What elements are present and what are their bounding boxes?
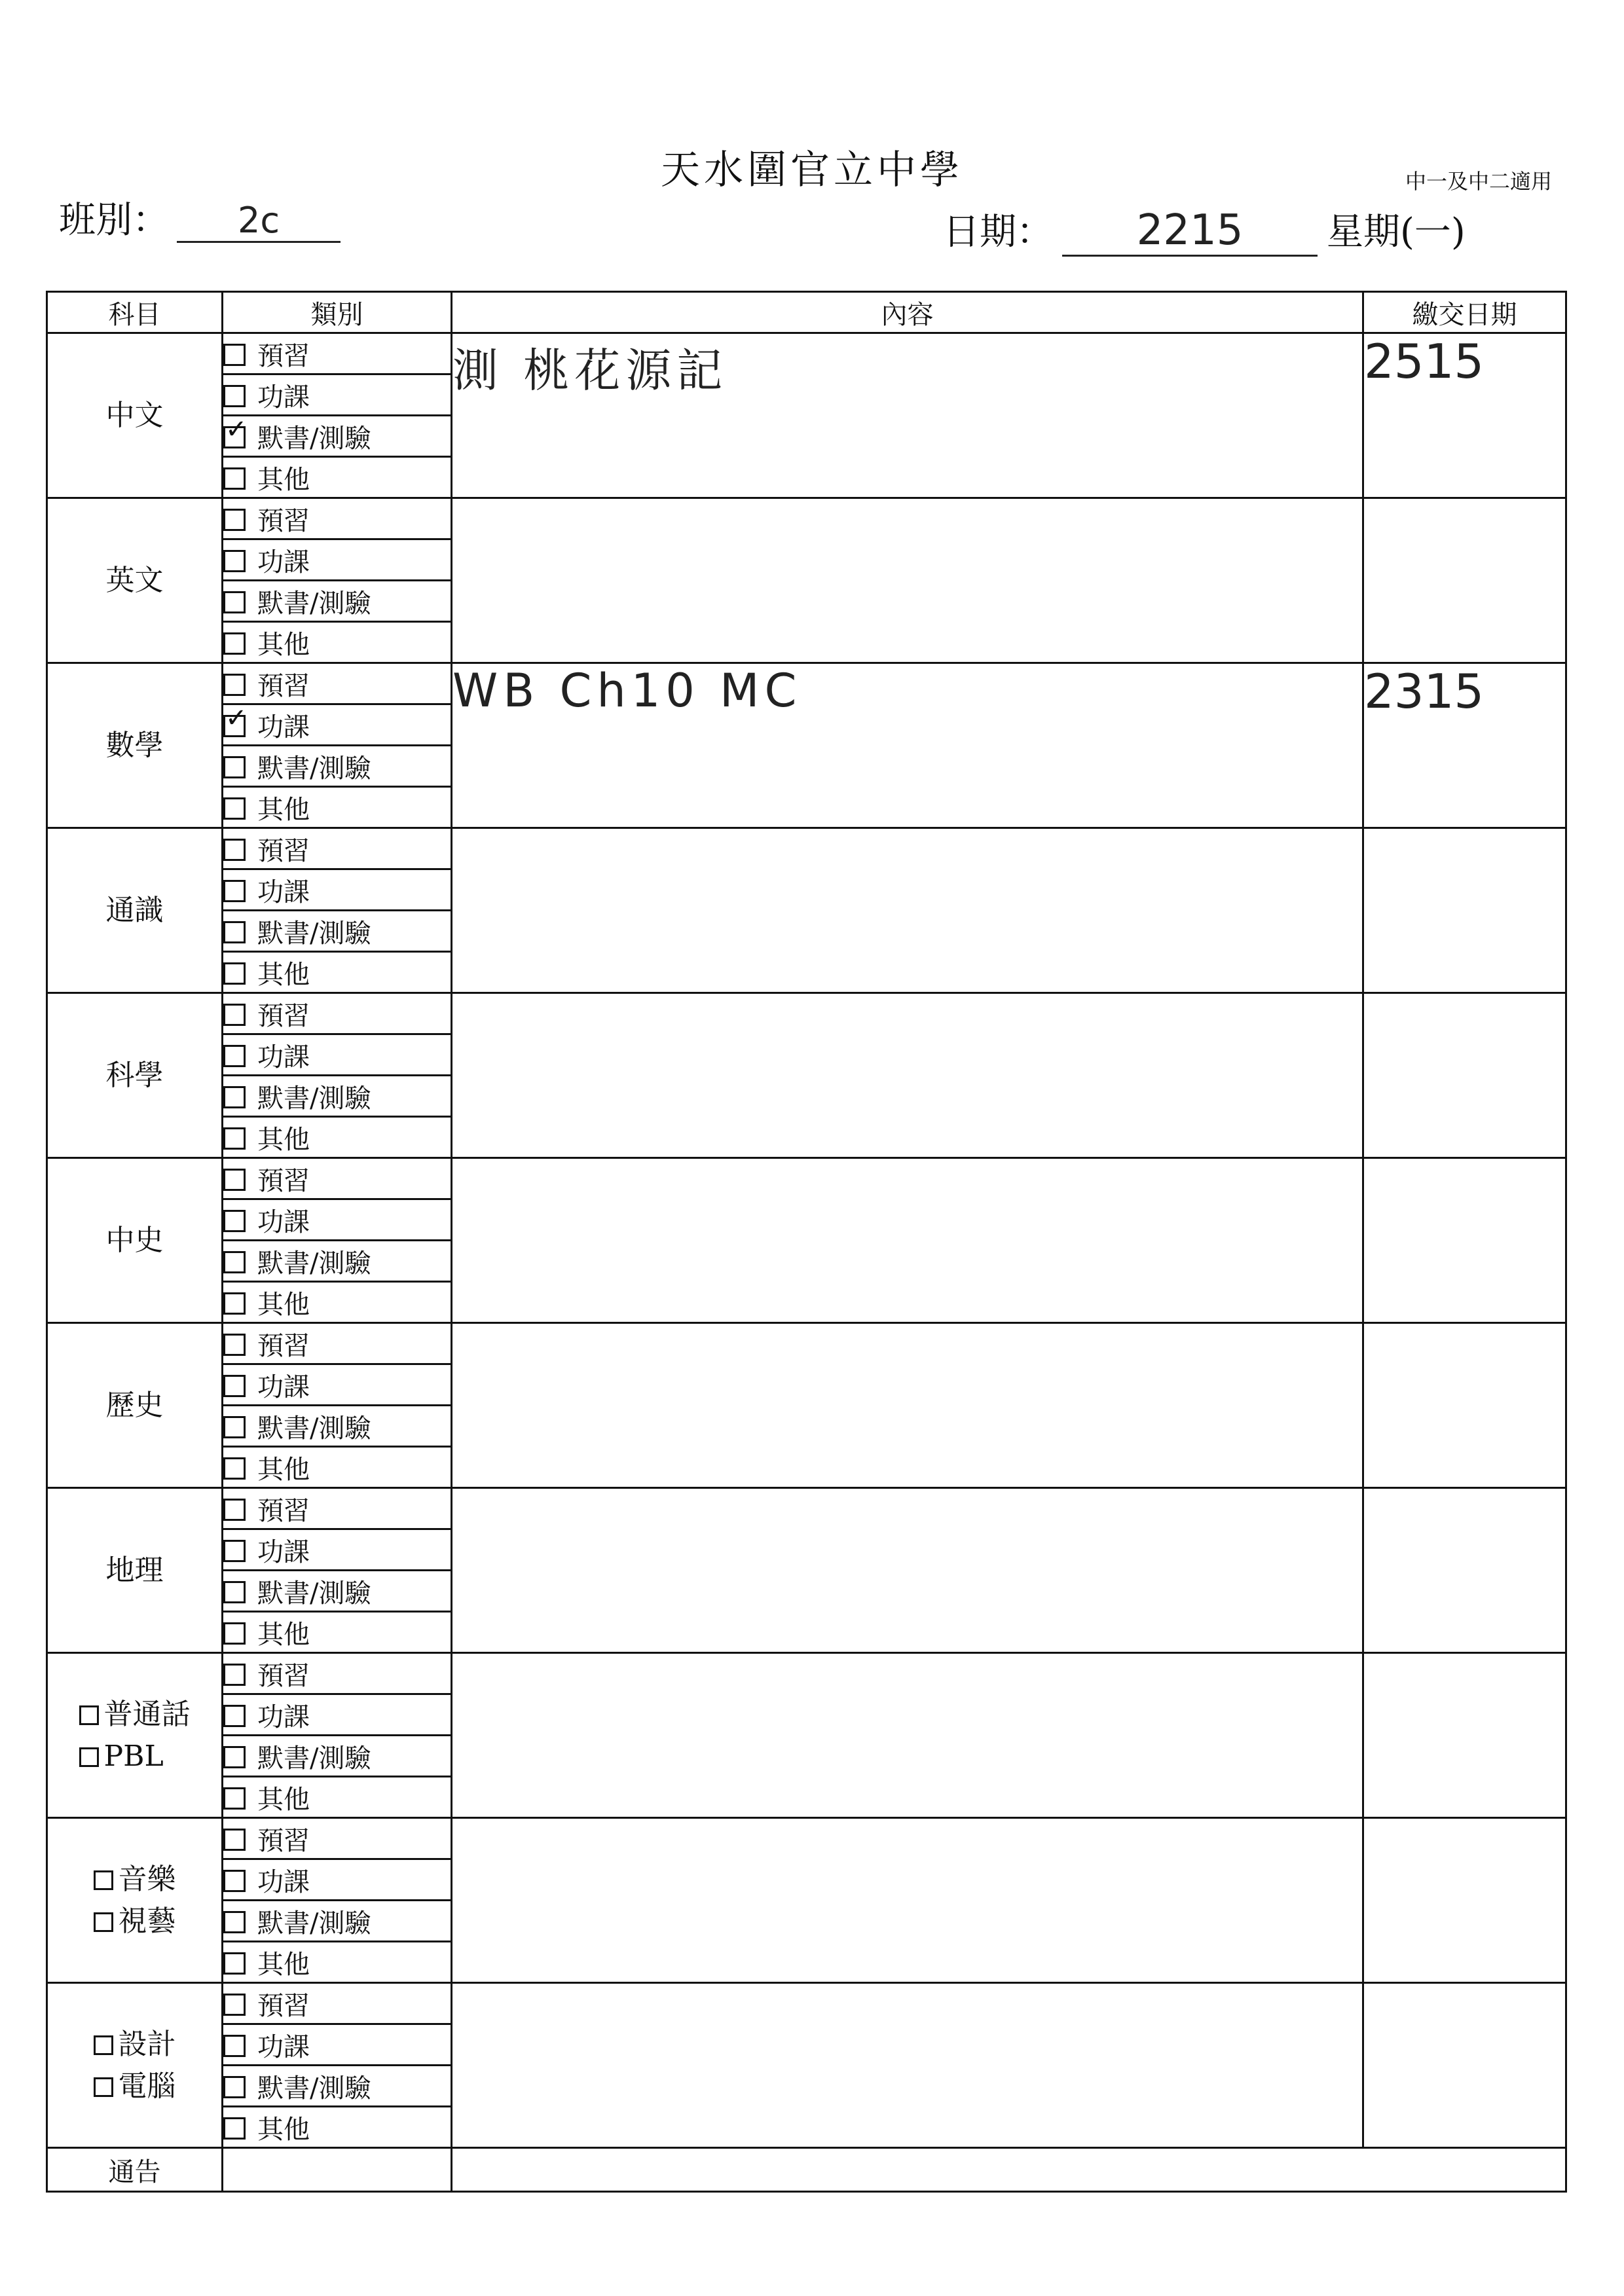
notice-label: 通告: [47, 2148, 223, 2192]
checkbox-icon[interactable]: [223, 1870, 246, 1892]
subject-option-label: 視藝: [118, 1904, 176, 1938]
checkbox-icon[interactable]: [223, 1004, 246, 1026]
subject-name: 歷史: [105, 1388, 164, 1422]
checkbox-icon[interactable]: [223, 1664, 246, 1686]
content-cell[interactable]: [452, 993, 1363, 1158]
subject-option-label: 設計: [118, 2027, 176, 2061]
type-cell[interactable]: [223, 1571, 452, 1612]
type-cell[interactable]: [223, 2107, 452, 2148]
type-cell[interactable]: [223, 993, 452, 1034]
content-cell[interactable]: [452, 1323, 1363, 1488]
checkbox-icon[interactable]: [223, 880, 246, 902]
date-field: [943, 203, 1466, 257]
due-date-cell[interactable]: [1363, 1983, 1566, 2148]
type-cell[interactable]: [223, 1529, 452, 1571]
type-label: 其他: [257, 464, 310, 495]
subject-option-label: 電腦: [118, 2069, 176, 2103]
type-label: 其他: [257, 1124, 310, 1155]
class-label: 班別：: [59, 199, 169, 242]
subject-option-label: PBL: [103, 1739, 164, 1773]
type-label: 功課: [257, 1702, 310, 1732]
checkbox-icon[interactable]: [223, 1334, 246, 1356]
type-cell[interactable]: [223, 457, 452, 498]
subject-options: [94, 2024, 176, 2107]
checkbox-icon[interactable]: [223, 2117, 246, 2140]
type-label: 預習: [257, 1825, 310, 1856]
class-field: [59, 191, 341, 244]
type-label: 功課: [257, 1042, 310, 1072]
subject-option[interactable]: [79, 1736, 191, 1777]
type-label: 功課: [257, 547, 310, 577]
content-cell[interactable]: [452, 1818, 1363, 1983]
type-cell[interactable]: [223, 1406, 452, 1447]
type-cell[interactable]: [223, 787, 452, 828]
checkbox-icon[interactable]: [223, 1375, 246, 1397]
type-cell[interactable]: [223, 1241, 452, 1282]
type-label: 默書/測驗: [257, 1908, 371, 1939]
subject-cell: [47, 828, 223, 993]
type-label: 預習: [257, 1000, 310, 1031]
type-cell[interactable]: [223, 1901, 452, 1942]
type-label: 其他: [257, 1949, 310, 1980]
checkbox-icon[interactable]: [223, 1911, 246, 1933]
checkbox-icon[interactable]: [223, 344, 246, 366]
type-cell[interactable]: [223, 1282, 452, 1323]
table-row: [47, 498, 1566, 539]
type-label: 預習: [257, 1330, 310, 1361]
checkbox-icon[interactable]: [223, 1169, 246, 1191]
type-label: 預習: [257, 1165, 310, 1196]
checkbox-icon[interactable]: [223, 1086, 246, 1108]
checkbox-icon[interactable]: [223, 1829, 246, 1851]
type-label: 其他: [257, 794, 310, 825]
type-cell[interactable]: [223, 663, 452, 704]
subject-name: 地理: [105, 1553, 164, 1587]
type-cell[interactable]: [223, 539, 452, 581]
checkbox-icon[interactable]: [223, 1045, 246, 1067]
type-label: 預習: [257, 340, 310, 371]
subject-cell: [47, 1158, 223, 1323]
content-cell[interactable]: [452, 498, 1363, 663]
type-label: 其他: [257, 1784, 310, 1815]
checkbox-icon[interactable]: [94, 1870, 113, 1890]
subject-cell: [47, 1983, 223, 2148]
type-label: 其他: [257, 629, 310, 660]
table-row: [47, 1158, 1566, 1199]
class-value[interactable]: 2c: [177, 200, 341, 243]
checkbox-icon[interactable]: [223, 921, 246, 943]
checkbox-icon[interactable]: [223, 1127, 246, 1150]
type-cell[interactable]: [223, 333, 452, 374]
due-date-cell[interactable]: [1363, 1323, 1566, 1488]
type-label: 功課: [257, 712, 310, 742]
subject-options: [79, 1694, 191, 1777]
checkbox-icon[interactable]: [223, 1622, 246, 1645]
checkbox-icon[interactable]: [223, 756, 246, 778]
due-date-cell[interactable]: 2315: [1363, 663, 1566, 828]
content-cell[interactable]: [452, 1653, 1363, 1818]
subject-cell: [47, 1818, 223, 1983]
type-cell[interactable]: [223, 1323, 452, 1364]
type-label: 默書/測驗: [257, 918, 371, 949]
table-row: [47, 1653, 1566, 1694]
type-cell[interactable]: [223, 1488, 452, 1529]
type-cell[interactable]: [223, 746, 452, 787]
date-label: 日期：: [943, 211, 1053, 253]
subject-option[interactable]: [94, 2024, 176, 2066]
content-cell[interactable]: [452, 1983, 1363, 2148]
type-label: 功課: [257, 1537, 310, 1567]
subject-option-label: 音樂: [118, 1862, 176, 1896]
homework-table: [46, 291, 1567, 2193]
type-label: 默書/測驗: [257, 1578, 371, 1609]
col-type: 類別: [223, 292, 452, 333]
type-label: 預習: [257, 670, 310, 701]
type-cell[interactable]: [223, 1942, 452, 1983]
content-cell[interactable]: [452, 828, 1363, 993]
subject-cell: [47, 1488, 223, 1653]
checkbox-icon[interactable]: [223, 1581, 246, 1603]
type-cell[interactable]: [223, 1364, 452, 1406]
type-label: 功課: [257, 1372, 310, 1402]
type-label: 預習: [257, 1660, 310, 1691]
subject-cell: [47, 1323, 223, 1488]
content-cell[interactable]: [452, 1488, 1363, 1653]
type-label: 功課: [257, 877, 310, 907]
type-cell[interactable]: [223, 2066, 452, 2107]
type-label: 默書/測驗: [257, 588, 371, 619]
type-cell[interactable]: [223, 1653, 452, 1694]
type-cell[interactable]: [223, 952, 452, 993]
due-date-cell[interactable]: [1363, 993, 1566, 1158]
type-label: 其他: [257, 2114, 310, 2145]
type-label: 預習: [257, 1495, 310, 1526]
checkbox-icon[interactable]: [223, 591, 246, 613]
type-cell[interactable]: [223, 498, 452, 539]
notice-row: [47, 2148, 1566, 2192]
content-cell[interactable]: [452, 1158, 1363, 1323]
subject-cell: [47, 993, 223, 1158]
type-cell[interactable]: [223, 1034, 452, 1076]
type-cell[interactable]: [223, 1859, 452, 1901]
type-label: 默書/測驗: [257, 753, 371, 784]
type-cell[interactable]: [223, 1694, 452, 1736]
checkbox-icon[interactable]: [94, 2035, 113, 2055]
subject-name: 中文: [105, 398, 164, 432]
table-row: [47, 1983, 1566, 2024]
notice-type-cell: [223, 2148, 452, 2192]
date-value[interactable]: 2215: [1062, 206, 1318, 257]
checkbox-icon[interactable]: [223, 509, 246, 531]
notice-content[interactable]: [452, 2148, 1566, 2192]
type-cell[interactable]: [223, 1818, 452, 1859]
type-cell[interactable]: [223, 1983, 452, 2024]
type-label: 默書/測驗: [257, 1083, 371, 1114]
checkbox-icon[interactable]: [223, 1746, 246, 1768]
checkbox-icon[interactable]: [94, 2077, 113, 2097]
type-label: 其他: [257, 1454, 310, 1485]
checkbox-icon[interactable]: [223, 1457, 246, 1480]
subject-cell: [47, 1653, 223, 1818]
type-cell[interactable]: [223, 1117, 452, 1158]
type-cell[interactable]: [223, 1199, 452, 1241]
subject-option[interactable]: [94, 1859, 176, 1901]
type-cell[interactable]: [223, 1158, 452, 1199]
table-row: [47, 663, 1566, 704]
checkbox-icon[interactable]: [223, 1416, 246, 1438]
content-cell[interactable]: WB Ch10 MC: [452, 663, 1363, 828]
type-cell[interactable]: [223, 869, 452, 911]
type-cell[interactable]: [223, 1447, 452, 1488]
checkbox-icon[interactable]: [223, 2035, 246, 2057]
table-row: [47, 828, 1566, 869]
checkbox-icon[interactable]: [223, 674, 246, 696]
type-label: 預習: [257, 835, 310, 866]
due-date-cell[interactable]: [1363, 1488, 1566, 1653]
checkbox-icon[interactable]: [223, 1292, 246, 1315]
type-cell[interactable]: [223, 374, 452, 416]
checkbox-icon[interactable]: [223, 2076, 246, 2098]
subject-cell: [47, 663, 223, 828]
weekday-label: 星期(: [1327, 211, 1414, 253]
col-content: 內容: [452, 292, 1363, 333]
table-row: [47, 1323, 1566, 1364]
table-row: [47, 333, 1566, 374]
checkbox-icon[interactable]: [223, 426, 246, 448]
subject-name: 中史: [105, 1223, 164, 1257]
type-label: 預習: [257, 1990, 310, 2021]
type-cell[interactable]: [223, 2024, 452, 2066]
col-subject: 科目: [47, 292, 223, 333]
type-label: 其他: [257, 1289, 310, 1320]
checkbox-icon[interactable]: [223, 632, 246, 655]
subject-cell: [47, 333, 223, 498]
checkbox-icon[interactable]: [223, 1787, 246, 1810]
checkbox-icon[interactable]: [79, 1747, 99, 1767]
due-date-cell[interactable]: [1363, 1818, 1566, 1983]
due-date-cell[interactable]: [1363, 828, 1566, 993]
type-cell[interactable]: [223, 622, 452, 663]
subject-cell: [47, 498, 223, 663]
due-date-cell[interactable]: [1363, 1653, 1566, 1818]
col-due: 繳交日期: [1363, 292, 1566, 333]
subject-name: 科學: [105, 1058, 164, 1092]
checkbox-icon[interactable]: [223, 1540, 246, 1562]
type-cell[interactable]: [223, 828, 452, 869]
subject-option[interactable]: [79, 1694, 191, 1736]
subject-option[interactable]: [94, 2066, 176, 2107]
type-cell[interactable]: [223, 581, 452, 622]
type-label: 其他: [257, 959, 310, 990]
school-title: 天水圍官立中學: [661, 147, 963, 193]
checkbox-icon[interactable]: [223, 962, 246, 985]
subject-options: [94, 1859, 176, 1942]
type-label: 默書/測驗: [257, 1743, 371, 1774]
type-cell[interactable]: [223, 1777, 452, 1818]
type-label: 功課: [257, 1207, 310, 1237]
due-date-cell[interactable]: [1363, 1158, 1566, 1323]
table-header: [47, 292, 1566, 333]
subject-option-label: 普通話: [103, 1697, 191, 1731]
table-row: [47, 1818, 1566, 1859]
checkbox-icon[interactable]: [223, 797, 246, 820]
type-cell[interactable]: [223, 911, 452, 952]
subject-name: 通識: [105, 893, 164, 927]
checkbox-icon[interactable]: [223, 1499, 246, 1521]
type-label: 默書/測驗: [257, 423, 371, 454]
checkbox-icon[interactable]: [223, 715, 246, 737]
checkbox-icon[interactable]: [223, 1210, 246, 1232]
subject-name: 英文: [105, 563, 164, 597]
checkbox-icon[interactable]: [223, 839, 246, 861]
type-label: 功課: [257, 2032, 310, 2062]
type-label: 其他: [257, 1619, 310, 1650]
type-label: 預習: [257, 505, 310, 536]
table-row: [47, 1488, 1566, 1529]
checkbox-icon[interactable]: [79, 1705, 99, 1725]
checkbox-icon[interactable]: [223, 1952, 246, 1975]
checkbox-icon[interactable]: [223, 1251, 246, 1273]
type-cell[interactable]: [223, 416, 452, 457]
checkbox-icon[interactable]: [223, 1705, 246, 1727]
table-row: [47, 993, 1566, 1034]
type-cell[interactable]: [223, 1612, 452, 1653]
due-date-cell[interactable]: 2515: [1363, 333, 1566, 498]
checkbox-icon[interactable]: [223, 550, 246, 572]
type-label: 默書/測驗: [257, 1413, 371, 1444]
due-date-cell[interactable]: [1363, 498, 1566, 663]
subject-name: 數學: [105, 728, 164, 762]
checkbox-icon[interactable]: [223, 1994, 246, 2016]
type-cell[interactable]: [223, 1736, 452, 1777]
weekday-value[interactable]: 一: [1414, 211, 1451, 253]
type-label: 功課: [257, 1867, 310, 1897]
type-cell[interactable]: [223, 1076, 452, 1117]
checkbox-icon[interactable]: [223, 385, 246, 407]
content-cell[interactable]: 測 桃花源記: [452, 333, 1363, 498]
checkbox-icon[interactable]: [223, 467, 246, 490]
type-label: 默書/測驗: [257, 1248, 371, 1279]
checkbox-icon[interactable]: [94, 1912, 113, 1932]
applicable-note: 中一及中二適用: [1405, 169, 1552, 194]
type-label: 默書/測驗: [257, 2073, 371, 2104]
type-cell[interactable]: [223, 704, 452, 746]
subject-option[interactable]: [94, 1901, 176, 1942]
weekday-close: ): [1450, 211, 1466, 253]
type-label: 功課: [257, 382, 310, 412]
